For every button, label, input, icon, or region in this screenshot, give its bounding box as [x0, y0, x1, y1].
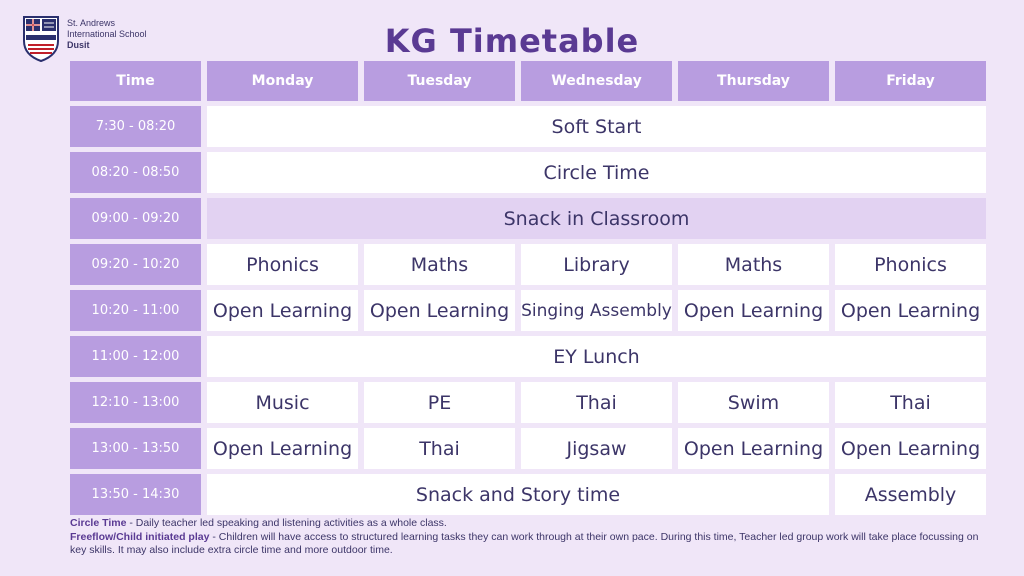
- school-name-line1: St. Andrews: [67, 18, 116, 28]
- page-title: KG Timetable: [384, 22, 640, 60]
- activity-cell: Singing Assembly: [521, 290, 672, 331]
- time-cell: 13:50 - 14:30: [70, 474, 201, 515]
- activity-cell: Snack and Story time: [207, 474, 829, 515]
- column-header-tuesday: Tuesday: [364, 61, 515, 101]
- activity-cell: Snack in Classroom: [207, 198, 986, 239]
- activity-cell: Open Learning: [835, 428, 986, 469]
- school-name-line3: Dusit: [67, 40, 90, 50]
- time-cell: 09:20 - 10:20: [70, 244, 201, 285]
- activity-cell: Open Learning: [364, 290, 515, 331]
- activity-cell: Phonics: [207, 244, 358, 285]
- notes: [70, 517, 985, 558]
- activity-cell: EY Lunch: [207, 336, 986, 377]
- activity-cell: Thai: [364, 428, 515, 469]
- note-circle-label: Circle Time: [70, 517, 127, 529]
- activity-cell: Jigsaw: [521, 428, 672, 469]
- note-circle-text: - Daily teacher led speaking and listening activities as a whole class.: [126, 517, 447, 529]
- time-cell: 11:00 - 12:00: [70, 336, 201, 377]
- activity-cell: Open Learning: [207, 290, 358, 331]
- note-freeflow: [70, 531, 985, 558]
- column-header-monday: Monday: [207, 61, 358, 101]
- school-name-line2: International School: [67, 29, 147, 39]
- column-header-thursday: Thursday: [678, 61, 829, 101]
- activity-cell: Swim: [678, 382, 829, 423]
- activity-cell: Phonics: [835, 244, 986, 285]
- time-cell: 12:10 - 13:00: [70, 382, 201, 423]
- time-cell: 08:20 - 08:50: [70, 152, 201, 193]
- activity-cell: Thai: [835, 382, 986, 423]
- activity-cell: Music: [207, 382, 358, 423]
- activity-cell: Open Learning: [678, 428, 829, 469]
- time-cell: 7:30 - 08:20: [70, 106, 201, 147]
- activity-cell: Soft Start: [207, 106, 986, 147]
- column-header-wednesday: Wednesday: [521, 61, 672, 101]
- time-cell: 10:20 - 11:00: [70, 290, 201, 331]
- activity-cell: Library: [521, 244, 672, 285]
- activity-cell: Open Learning: [678, 290, 829, 331]
- header: [0, 0, 1024, 62]
- timetable-grid: [70, 61, 979, 512]
- activity-cell: Open Learning: [207, 428, 358, 469]
- activity-cell: Thai: [521, 382, 672, 423]
- activity-cell: Maths: [678, 244, 829, 285]
- time-cell: 13:00 - 13:50: [70, 428, 201, 469]
- column-header-time: Time: [70, 61, 201, 101]
- activity-cell: Maths: [364, 244, 515, 285]
- activity-cell: Circle Time: [207, 152, 986, 193]
- activity-cell: PE: [364, 382, 515, 423]
- activity-cell: Assembly: [835, 474, 986, 515]
- activity-cell: Open Learning: [835, 290, 986, 331]
- column-header-friday: Friday: [835, 61, 986, 101]
- note-freeflow-text: - Children will have access to structured learning tasks they can work through at their own pace. During this time, Teacher led group work will take place focussing on key skills. It may also include extra circle time and more outdoor time.: [70, 530, 979, 556]
- time-cell: 09:00 - 09:20: [70, 198, 201, 239]
- note-circle-time: [70, 517, 985, 531]
- note-freeflow-label: Freeflow/Child initiated play: [70, 530, 210, 543]
